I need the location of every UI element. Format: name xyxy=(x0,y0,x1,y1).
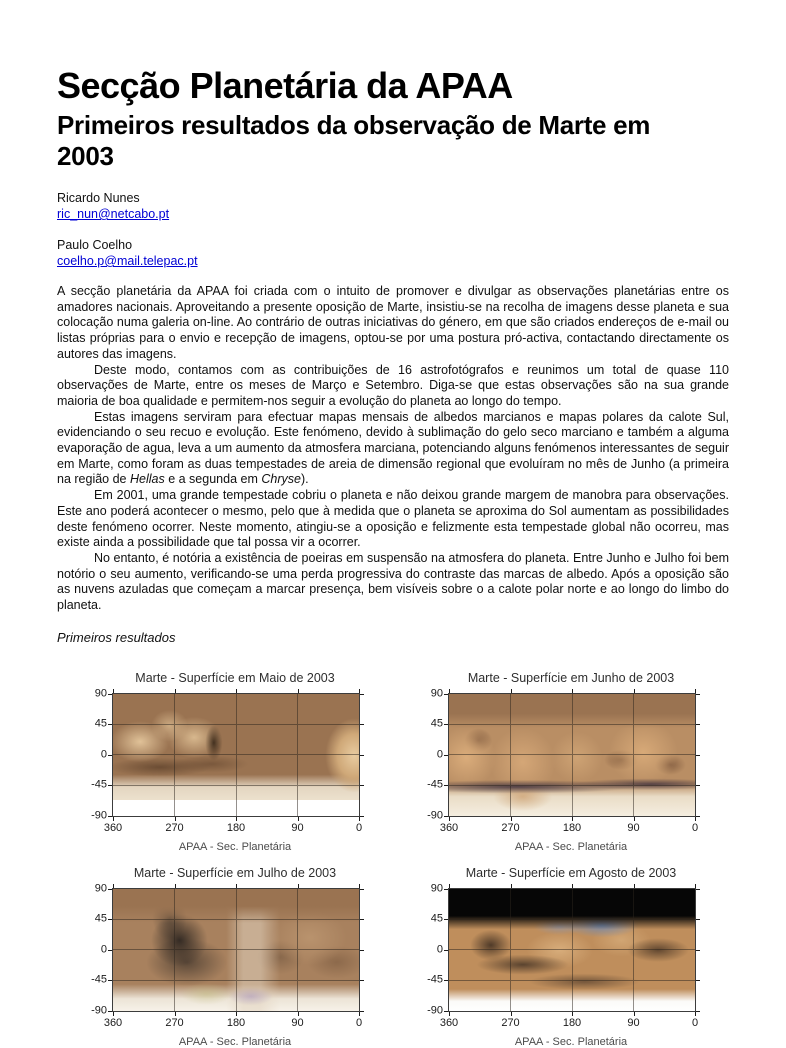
axis-tick xyxy=(444,1011,448,1012)
y-tick-label: 45 xyxy=(94,717,107,730)
body-paragraph-1: A secção planetária da APAA foi criada com o intuito de promover e divulgar as observações planetárias entre os amadores nacionais. Aproveitando a presente oposição de Marte, insistiu-se na recolha de imagens desse planeta e sua colocação numa galeria on-line. Ao contrário de outras iniciativas do género, em que são criados endereços de e-mail ou listas próprias para o envio e recepção de imagens, optou-se por uma postura pró-activa, contactando directamente os autores das imagens. xyxy=(57,284,729,361)
mars-map-august-image xyxy=(449,889,695,1011)
plot-area-june xyxy=(427,687,699,834)
y-tick-label: 45 xyxy=(94,912,107,925)
axis-tick xyxy=(511,689,512,693)
p3-italic-chryse: Chryse xyxy=(261,472,301,487)
body-paragraph-5: No entanto, é notória a existência de poeiras em suspensão na atmosfera do planeta. Entre Junho e Julho foi bem notório o seu aumento, verificando-se uma perda progressiva do contraste das marcas de albedo. Após a oposição são as nuvens azuladas que começam a marcar presença, bem visíveis sobre o a calote polar norte e ao longo do limbo do planeta. xyxy=(57,550,729,613)
axis-tick xyxy=(634,1012,635,1016)
y-tick-label: -90 xyxy=(91,809,107,822)
axis-tick xyxy=(236,1012,237,1016)
y-tick-label: -45 xyxy=(91,778,107,791)
axis-tick xyxy=(298,817,299,821)
p3-text-end: ). xyxy=(300,472,309,487)
y-tick-label: 90 xyxy=(430,882,443,895)
axis-tick xyxy=(360,694,364,695)
axis-tick xyxy=(108,694,112,695)
mars-map-may-image xyxy=(113,694,359,800)
y-tick-label: 90 xyxy=(94,882,107,895)
x-tick-label: 90 xyxy=(291,821,304,834)
x-tick-label: 0 xyxy=(691,1016,699,1029)
axis-tick xyxy=(696,816,700,817)
y-tick-label: 45 xyxy=(430,717,443,730)
x-tick-label: 270 xyxy=(165,1016,184,1029)
y-tick-label: 90 xyxy=(430,687,443,700)
x-tick-label: 0 xyxy=(691,821,699,834)
charts-grid xyxy=(88,671,729,1048)
axis-tick xyxy=(572,817,573,821)
body-paragraph-2: Deste modo, contamos com as contribuições de 16 astrofotógrafos e reunimos um total de quase 110 observações de Marte, entre os meses de Março e Setembro. Diga-se que estas observações são na sua grande maioria de boa qualidade e permitem-nos seguir a evolução do planeta ao longo do tempo. xyxy=(57,362,729,408)
chart-title-june: Marte - Superfície em Junho de 2003 xyxy=(467,670,675,685)
axis-tick xyxy=(444,980,448,981)
author-1 xyxy=(57,190,729,222)
axis-tick xyxy=(696,1011,700,1012)
x-tick-label: 360 xyxy=(103,821,123,834)
chart-figure-july xyxy=(88,866,424,1048)
x-tick-label: 270 xyxy=(165,821,184,834)
axis-tick xyxy=(696,919,700,920)
axis-tick xyxy=(696,785,700,786)
chart-caption-july: APAA - Sec. Planetária xyxy=(178,1035,292,1048)
chart-caption-may: APAA - Sec. Planetária xyxy=(178,840,292,853)
axis-tick xyxy=(360,785,364,786)
y-tick-label: 0 xyxy=(436,943,443,956)
axis-tick xyxy=(634,884,635,888)
axis-tick xyxy=(444,724,448,725)
axis-tick xyxy=(511,1012,512,1016)
x-tick-label: 180 xyxy=(562,1016,582,1029)
axis-tick xyxy=(511,817,512,821)
y-tick-label: -45 xyxy=(427,778,443,791)
axis-tick xyxy=(695,1012,696,1016)
axis-tick xyxy=(444,919,448,920)
axis-tick xyxy=(696,980,700,981)
axis-tick xyxy=(108,785,112,786)
p3-text: Estas imagens serviram para efectuar mapas mensais de albedos marcianos e mapas polares da calote Sul, evidenciando o seu recuo e evolução. Este fenómeno, devido à sublimação do gelo seco marciano e também a alguma evaporação de agua, leva a um aumento da atmosfera marciana, potenciando alguns fenómenos interessantes de seguir em Marte, como foram as duas tempestades de areia de dimensão regional que evoluíram no mês de Junho (a primeira na região de xyxy=(57,409,729,487)
chart-caption-august: APAA - Sec. Planetária xyxy=(514,1035,628,1048)
axis-tick xyxy=(359,884,360,888)
axis-tick xyxy=(359,689,360,693)
x-tick-label: 360 xyxy=(439,1016,459,1029)
axis-tick xyxy=(108,919,112,920)
chart-title-may: Marte - Superfície em Maio de 2003 xyxy=(135,670,335,685)
axis-tick xyxy=(298,689,299,693)
axis-tick xyxy=(695,817,696,821)
chart-title-august: Marte - Superfície em Agosto de 2003 xyxy=(465,865,677,880)
axis-tick xyxy=(236,884,237,888)
body-paragraph-3 xyxy=(57,410,729,489)
axis-tick xyxy=(360,755,364,756)
p3-italic-hellas: Hellas xyxy=(129,472,165,487)
axis-tick xyxy=(449,817,450,821)
axis-tick xyxy=(696,950,700,951)
author-2-name: Paulo Coelho xyxy=(57,238,133,252)
axis-tick xyxy=(175,817,176,821)
axis-tick xyxy=(236,817,237,821)
x-tick-label: 360 xyxy=(103,1016,123,1029)
article-subtitle: Primeiros resultados da observação de Marte em 2003 xyxy=(57,110,651,171)
axis-tick xyxy=(444,755,448,756)
chart-figure-june xyxy=(424,671,760,853)
axis-tick xyxy=(298,884,299,888)
axis-tick xyxy=(108,755,112,756)
axis-tick xyxy=(634,817,635,821)
author-2 xyxy=(57,237,729,269)
x-tick-label: 180 xyxy=(226,1016,246,1029)
axis-tick xyxy=(113,1012,114,1016)
axis-tick xyxy=(108,980,112,981)
p3-text-mid: e a segunda em xyxy=(164,472,262,487)
axis-tick xyxy=(444,889,448,890)
axis-tick xyxy=(108,724,112,725)
y-tick-label: 0 xyxy=(100,943,107,956)
x-tick-label: 0 xyxy=(355,821,363,834)
axis-tick xyxy=(175,884,176,888)
authors-block xyxy=(57,190,729,269)
axis-tick xyxy=(175,689,176,693)
chart-caption-june: APAA - Sec. Planetária xyxy=(514,840,628,853)
y-tick-label: -90 xyxy=(427,809,443,822)
body-paragraph-4: Em 2001, uma grande tempestade cobriu o planeta e não deixou grande margem de manobra para observações. Este ano poderá acontecer o mesmo, pelo que à medida que o planeta se aproxima do Sol aumentam as possibilidades deste fenómeno ocorrer. Neste momento, atingiu-se a oposição e felizmente esta tempestade global não ocorreu, mas existe ainda a possibilidade que tal possa vir a ocorrer. xyxy=(57,488,729,550)
axis-tick xyxy=(360,980,364,981)
article-body xyxy=(57,284,729,614)
plot-area-may xyxy=(91,687,363,834)
x-tick-label: 0 xyxy=(355,1016,363,1029)
axis-tick xyxy=(113,689,114,693)
axis-tick xyxy=(695,884,696,888)
author-1-email-link[interactable]: ric_nun@netcabo.pt xyxy=(57,207,170,221)
axis-tick xyxy=(360,816,364,817)
axis-tick xyxy=(108,1011,112,1012)
axis-tick xyxy=(359,1012,360,1016)
mars-map-june-image xyxy=(449,694,695,816)
y-tick-label: -45 xyxy=(427,973,443,986)
article-content xyxy=(57,0,729,1048)
y-tick-label: -45 xyxy=(91,973,107,986)
axis-tick xyxy=(634,689,635,693)
section-heading: Primeiros resultados xyxy=(57,629,176,645)
axis-tick xyxy=(113,817,114,821)
axis-tick xyxy=(696,889,700,890)
x-tick-label: 90 xyxy=(627,821,640,834)
axis-tick xyxy=(572,689,573,693)
axis-tick xyxy=(175,1012,176,1016)
axis-tick xyxy=(449,689,450,693)
axis-tick xyxy=(449,884,450,888)
mars-map-july-image xyxy=(113,889,359,1011)
y-tick-label: -90 xyxy=(91,1004,107,1017)
axis-tick xyxy=(236,689,237,693)
axis-tick xyxy=(696,755,700,756)
author-1-name: Ricardo Nunes xyxy=(57,191,140,205)
x-tick-label: 360 xyxy=(439,821,459,834)
axis-tick xyxy=(360,950,364,951)
axis-tick xyxy=(696,724,700,725)
plot-area-july xyxy=(91,882,363,1029)
axis-tick xyxy=(444,950,448,951)
x-tick-label: 180 xyxy=(226,821,246,834)
axis-tick xyxy=(360,1011,364,1012)
y-tick-label: -90 xyxy=(427,1004,443,1017)
axis-tick xyxy=(511,884,512,888)
x-tick-label: 180 xyxy=(562,821,582,834)
y-tick-label: 45 xyxy=(430,912,443,925)
axis-tick xyxy=(108,889,112,890)
axis-tick xyxy=(444,785,448,786)
x-tick-label: 270 xyxy=(501,1016,520,1029)
axis-tick xyxy=(444,694,448,695)
y-tick-label: 90 xyxy=(94,687,107,700)
axis-tick xyxy=(113,884,114,888)
axis-tick xyxy=(359,817,360,821)
axis-tick xyxy=(449,1012,450,1016)
axis-tick xyxy=(360,919,364,920)
article-title: Secção Planetária da APAA xyxy=(57,65,513,106)
axis-tick xyxy=(298,1012,299,1016)
chart-figure-may xyxy=(88,671,424,853)
x-tick-label: 270 xyxy=(501,821,520,834)
plot-area-august xyxy=(427,882,699,1029)
x-tick-label: 90 xyxy=(627,1016,640,1029)
axis-tick xyxy=(572,884,573,888)
axis-tick xyxy=(108,816,112,817)
x-tick-label: 90 xyxy=(291,1016,304,1029)
y-tick-label: 0 xyxy=(100,748,107,761)
axis-tick xyxy=(360,724,364,725)
axis-tick xyxy=(695,689,696,693)
axis-tick xyxy=(444,816,448,817)
chart-figure-august xyxy=(424,866,760,1048)
author-2-email-link[interactable]: coelho.p@mail.telepac.pt xyxy=(57,254,198,268)
chart-title-july: Marte - Superfície em Julho de 2003 xyxy=(133,865,337,880)
axis-tick xyxy=(360,889,364,890)
y-tick-label: 0 xyxy=(436,748,443,761)
axis-tick xyxy=(696,694,700,695)
axis-tick xyxy=(572,1012,573,1016)
axis-tick xyxy=(108,950,112,951)
